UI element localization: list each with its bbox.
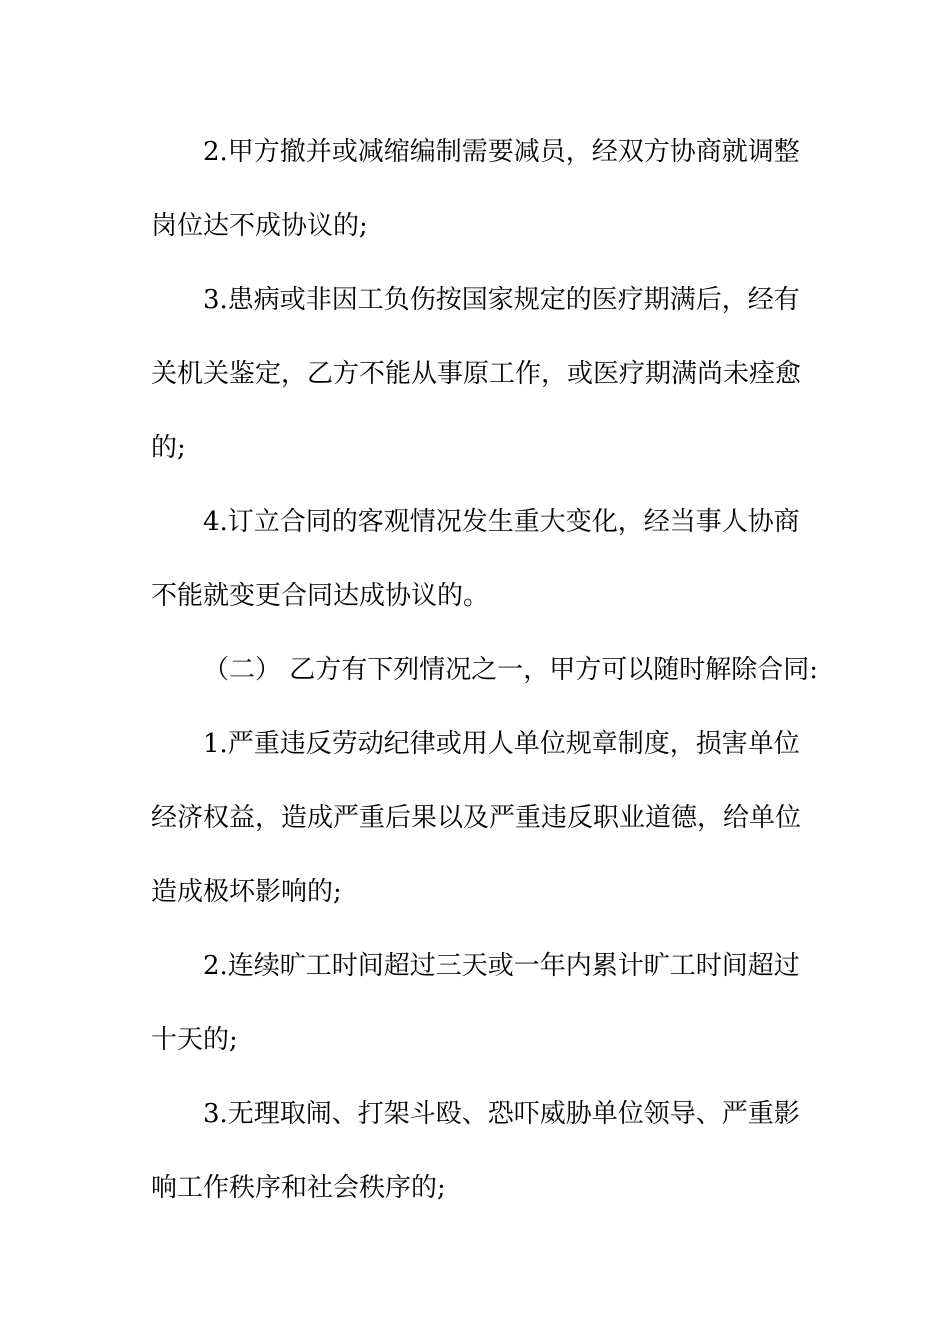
item-3-line-1: 3.无理取闹、打架斗殴、恐吓威胁单位领导、严重影 [203,1099,800,1129]
item-2-line-2: 十天的; [151,1025,238,1055]
document-body [151,115,819,1225]
clause-4-line-2: 不能就变更合同达成协议的。 [151,581,490,611]
clause-2-line-1: 2.甲方撤并或减缩编制需要减员，经双方协商就调整 [203,137,800,167]
clause-4-line-1: 4.订立合同的客观情况发生重大变化，经当事人协商 [203,507,800,537]
clause-3-line-1: 3.患病或非因工负伤按国家规定的医疗期满后，经有 [203,285,800,315]
item-1-line-2: 经济权益，造成严重后果以及严重违反职业道德，给单位 [151,803,802,833]
item-2-line-1: 2.连续旷工时间超过三天或一年内累计旷工时间超过 [203,951,800,981]
clause-3-line-2: 关机关鉴定，乙方不能从事原工作，或医疗期满尚未痊愈 [151,359,802,389]
section-two-heading: （二） 乙方有下列情况之一，甲方可以随时解除合同: [203,655,819,685]
item-1-line-1: 1.严重违反劳动纪律或用人单位规章制度，损害单位 [203,729,800,759]
clause-3-line-3: 的; [151,433,186,463]
clause-2-line-2: 岗位达不成协议的; [151,211,368,241]
item-1-line-3: 造成极坏影响的; [151,877,342,907]
item-3-line-2: 响工作秩序和社会秩序的; [151,1173,446,1203]
